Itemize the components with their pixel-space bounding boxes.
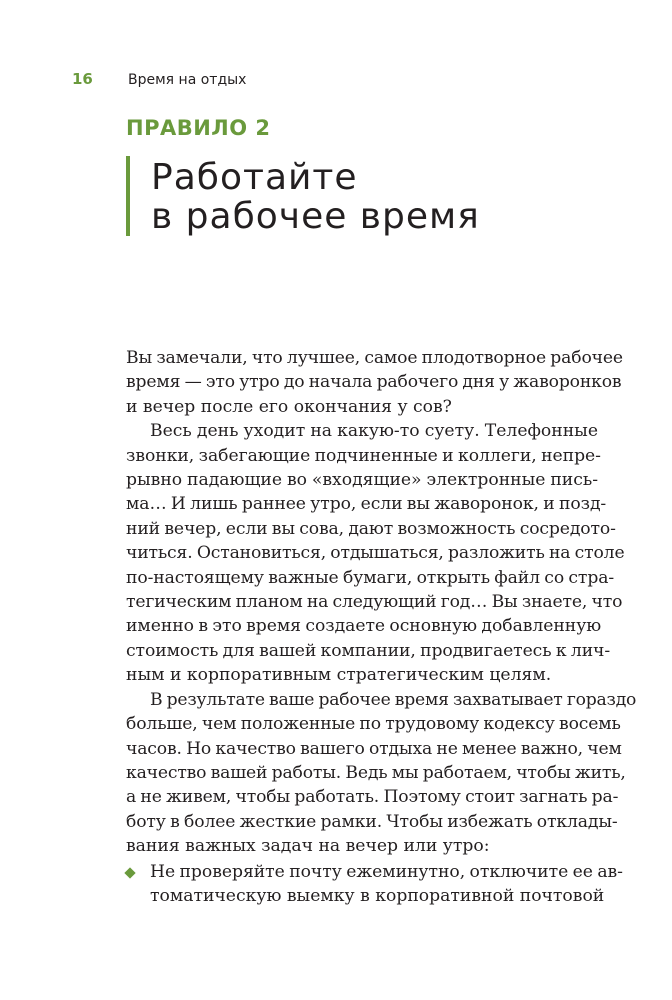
running-header: [72, 70, 246, 90]
paragraph-2: [126, 419, 625, 687]
bullet-item: [126, 860, 623, 909]
text-line: вания важных задач на вечер или утро:: [126, 836, 490, 857]
text-line: рывно падающие во «входящие» электронные пись-: [126, 470, 598, 491]
chapter-title-line-2: в рабочее время: [151, 196, 480, 237]
page-number: 16: [72, 70, 93, 88]
chapter-title: [151, 158, 611, 236]
text-line: В результате ваше рабочее время захватывает гораздо: [150, 689, 637, 710]
text-line: боту в более жесткие рамки. Чтобы избежать отклады-: [126, 811, 618, 832]
text-line: томатическую выемку в корпоративной почтовой: [150, 886, 605, 907]
text-line: больше, чем положенные по трудовому кодексу восемь: [126, 714, 621, 735]
body-text: [126, 346, 637, 859]
text-line: ний вечер, если вы сова, дают возможность сосредото-: [126, 518, 616, 539]
text-line: а не живем, чтобы работать. Поэтому стоит загнать ра-: [126, 787, 619, 808]
chapter-title-line-1: Работайте: [151, 157, 358, 198]
text-line: Не проверяйте почту ежеминутно, отключите ее ав-: [150, 862, 623, 882]
text-line: Вы замечали, что лучшее, самое плодотворное рабочее: [126, 348, 623, 368]
text-line: тегическим планом на следующий год… Вы знаете, что: [126, 592, 623, 613]
text-line: и вечер после его окончания у сов?: [126, 396, 452, 417]
text-line: Весь день уходит на какую-то суету. Телефонные: [150, 421, 598, 442]
rule-label: ПРАВИЛО 2: [126, 116, 271, 140]
text-line: часов. Но качество вашего отдыха не менее важно, чем: [126, 738, 622, 759]
text-line: ма… И лишь раннее утро, если вы жаворонок, и позд-: [126, 494, 607, 515]
text-line: читься. Остановиться, отдышаться, разложить на столе: [126, 543, 625, 564]
paragraph-3: [126, 688, 637, 859]
bullet-list: [126, 860, 623, 909]
text-line: именно в это время создаете основную добавленную: [126, 616, 602, 637]
text-line: звонки, забегающие подчиненные и коллеги, непре-: [126, 445, 601, 466]
text-line: ным и корпоративным стратегическим целям.: [126, 665, 552, 686]
running-title: Время на отдых: [128, 72, 247, 88]
text-line: качество вашей работы. Ведь мы работаем, чтобы жить,: [126, 762, 626, 783]
diamond-bullet-icon: [124, 867, 135, 878]
text-line: стоимость для вашей компании, продвигаетесь к лич-: [126, 640, 611, 661]
text-line: по-настоящему важные бумаги, открыть файл со стра-: [126, 567, 615, 588]
paragraph-1: [126, 346, 623, 419]
text-line: время — это утро до начала рабочего дня у жаворонков: [126, 372, 622, 393]
title-accent-bar: [126, 156, 130, 236]
